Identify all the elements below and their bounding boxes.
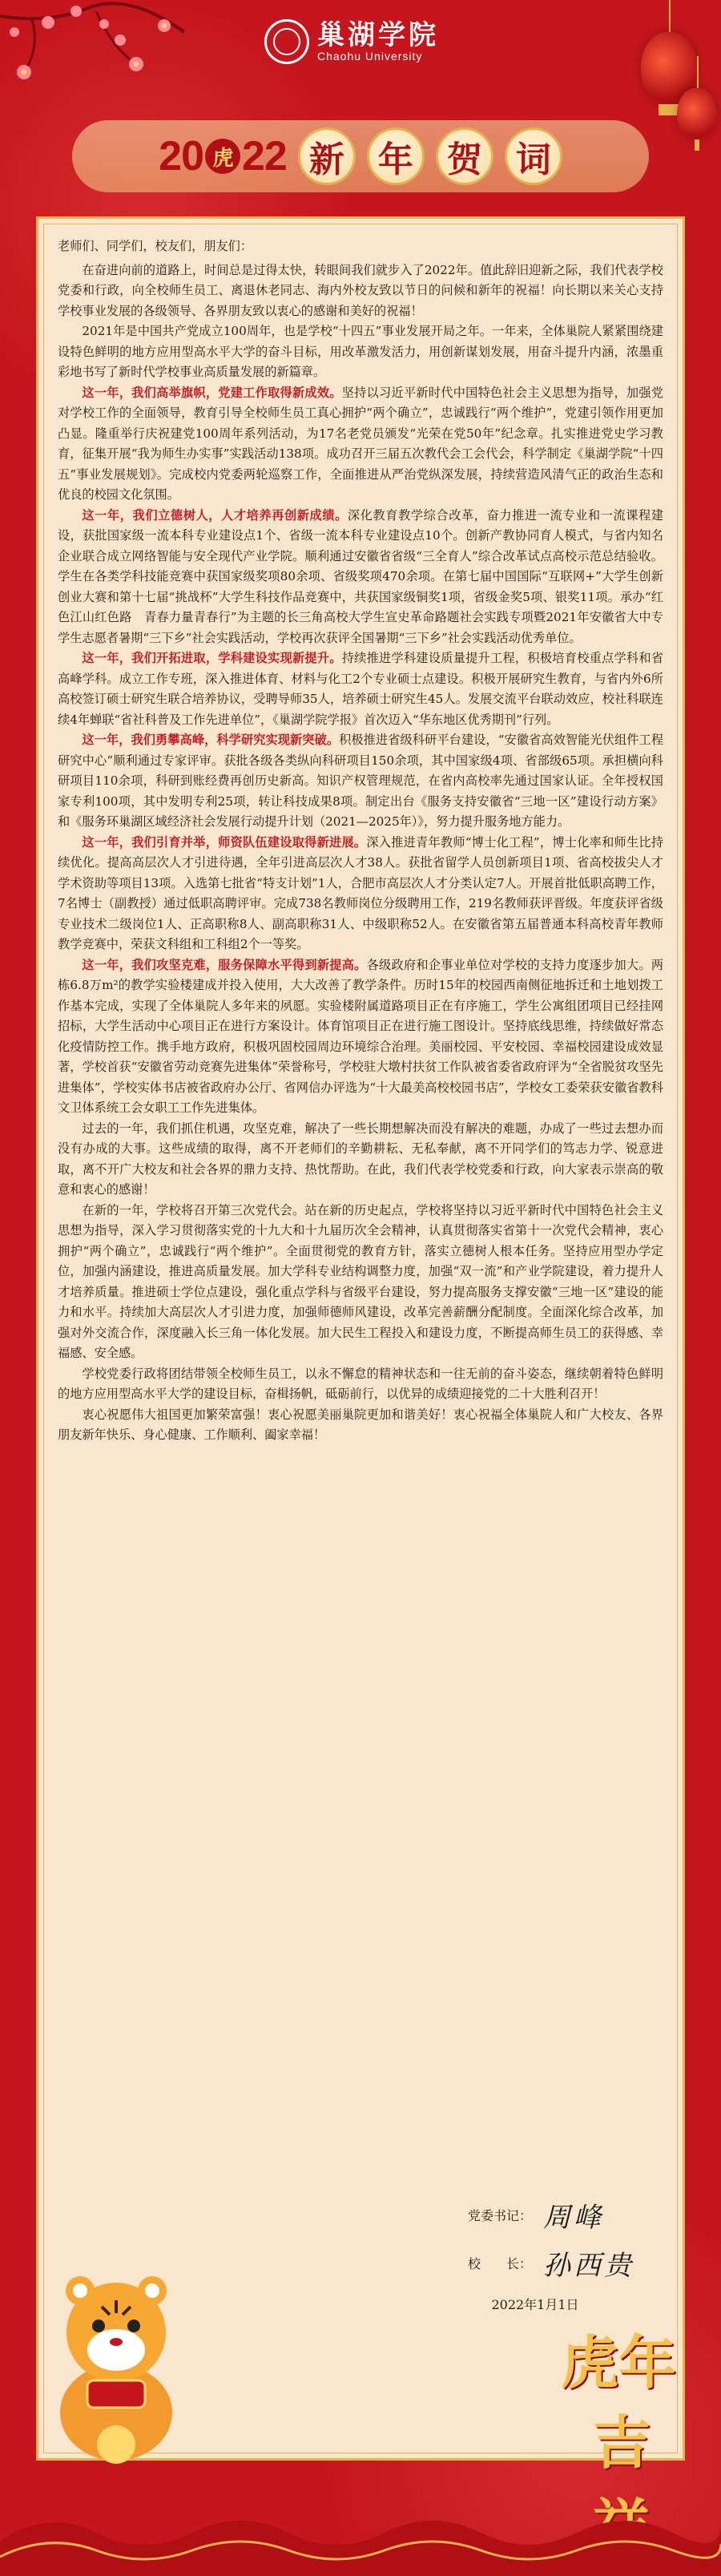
paragraph [58,833,663,955]
letter-date: 2022年1月1日 [491,2297,579,2312]
paragraph [58,1201,663,1364]
paragraph-lead: 这一年，我们攻坚克难，服务保障水平得到新提高。 [82,957,367,972]
title-year-suffix: 22 [242,133,287,180]
title-char: 新 [298,127,356,185]
title-year-prefix: 20 [159,133,203,180]
plum-blossom-branch-icon [0,0,192,120]
paragraph [58,1119,663,1201]
paragraph [58,648,663,730]
paragraph [58,1405,663,1446]
greeting: 老师们、同学们，校友们，朋友们： [58,239,252,253]
paragraph-text: 衷心祝愿伟大祖国更加繁荣富强！衷心祝愿美丽巢院更加和谐美好！衷心祝福全体巢院人和广大校友、各界朋友新年快乐、身心健康、工作顺利、阖家幸福！ [58,1407,663,1442]
paragraph-text: 过去的一年，我们抓住机遇，攻坚克难，解决了一些长期想解决而没有解决的难题，办成了一些过去想办而没有办成的大事。这些成绩的取得，离不开老师们的辛勤耕耘、无私奉献，离不开同学们的笃志力学、锐意进取，离不开广大校友和社会各界的鼎力支持、热忱帮助。在此，我们代表学校党委和行政，向大家表示崇高的敬意和衷心的感谢！ [58,1120,663,1197]
signature-block [436,2190,634,2313]
school-emblem-icon [264,19,309,64]
paragraph [58,383,663,506]
president-label: 校 长： [467,2255,532,2271]
paragraph-text: 在新的一年，学校将召开第三次党代会。站在新的历史起点，学校将坚持以习近平新时代中国特色社会主义思想为指导，深入学习贯彻落实党的十九大和十九届历次全会精神，认真贯彻落实省第十一次党代会精神，衷心拥护“两个确立”，忠诚践行“两个维护”。全面贯彻党的教育方针，落实立德树人根本任务。坚持应用型办学定位，加强内涵建设，推进高质量发展。加大学科专业结构调整力度，加强“双一流”和产业学院建设，着力提升人才培养质量。推进硕士学位点建设，强化重点学科与省级平台建设，努力提高服务支撑安徽“三地一区”建设的能力和水平。持续加大高层次人才引进力度，加强师德师风建设，改革完善薪酬分配制度。全面深化综合改革，加强对外交流合作，深度融入长三角一体化发展。加大民生工程投入和建设力度，不断提高师生员工的获得感、幸福感、安全感。 [58,1202,663,1360]
tiger-mascot-icon [36,2212,196,2469]
title-char: 词 [505,127,562,185]
secretary-signature: 周峰 [543,2201,604,2234]
paragraph-text: 深化教育教学综合改革，奋力推进一流专业和一流课程建设，获批国家级一流本科专业建设点1个、省级一流本科专业建设点10个。创新产教协同育人模式，与省内知名企业联合成立网络智能与安全现代产业学院。顺利通过安徽省省级“三全育人”综合改革试点高校示范总结验收。学生在各类学科技能竞赛中获国家级奖项80余项、省级奖项470余项。在第七届中国国际“互联网+”大学生创新创业大赛和第十七届“挑战杯”大学生科技作品竞赛中，共获国家级铜奖1项，省级金奖5项、银奖11项。承办“红色江山红色路 青春力量青春行”为主题的长三角高校大学生宣史革命路题社会实践专项暨2021年安徽省大中专学生志愿者暑期“三下乡”社会实践活动，学校再次获评全国暑期“三下乡”社会实践活动优秀单位。 [58,507,664,645]
title-year [159,132,287,180]
paragraph [58,730,663,833]
school-logo [264,19,439,64]
paragraph-lead: 这一年，我们开拓进取，学科建设实现新提升。 [82,651,342,665]
letter-body [58,236,663,1446]
paragraph [58,260,663,322]
paragraph-text: 学校党委行政将团结带领全校师生员工，以永不懈怠的精神状态和一往无前的奋斗姿态，继续朝着特色鲜明的地方应用型高水平大学的建设目标，奋楫扬帆，砥砺前行，以优异的成绩迎接党的二十大胜利召开！ [58,1366,663,1401]
paragraph-text: 深入推进青年教师“博士化工程”，博士化率和师生比持续优化。提高高层次人才引进待遇，全年引进高层次人才38人。获批省留学人员创新项目1项、省高校拔尖人才学术资助等项目13项。入选第七批省“特支计划”1人，合肥市高层次人才分类认定7人。开展首批低职高聘工作，7名博士（副教授）通过低职高聘评审。完成738名教师岗位分级聘用工作，219名教师获评晋级。年度获评省级专业技术二级岗位1人、正高职称8人、副高职称31人、中级职称52人。在安徽省第五届普通本科高校青年教师教学竞赛中，荣获文科组和工科组2个一等奖。 [58,834,664,951]
corner-text-tiger-year: 虎年 [561,2328,677,2396]
school-name-cn: 巢湖学院 [317,19,439,51]
header [0,0,721,208]
paragraph [58,1364,663,1405]
paragraph-lead: 这一年，我们勇攀高峰，科学研究实现新突破。 [82,733,340,747]
paragraph-lead: 这一年，我们立德树人，人才培养再创新成绩。 [82,507,348,523]
paragraph [58,321,663,383]
paragraph [58,506,663,649]
paragraph [58,955,663,1119]
paragraph-text: 2021年是中国共产党成立100周年，也是学校“十四五”事业发展开局之年。一年来，全体巢院人紧紧围绕建设特色鲜明的地方应用型高水平大学的奋斗目标，用改革激发活力，用创新谋划发展，用奋斗提升内涵，浓墨重彩地书写了新时代学校事业高质量发展的新篇章。 [58,324,663,379]
paragraph-text: 积极推进省级科研平台建设，“安徽省高效智能光伏组件工程研究中心”顺利通过专家评审。获批各级各类纵向科研项目150余项，其中国家级4项、省部级65项。承担横向科研项目110余项，科研到账经费再创历史新高。知识产权管理规范，在省内高校率先通过国家认证。全年授权国家专利100项，其中发明专利25项，转让科技成果8项。制定出台《服务支持安徽省“三地一区”建设行动方案》和《服务环巢湖区域经济社会发展行动提升计划（2021—2025年）》，努力提升服务地方能力。 [58,733,664,829]
title-char: 贺 [436,127,493,185]
paragraph-text: 各级政府和企事业单位对学校的支持力度逐步加大。两栋6.8万m²的教学实验楼建成并投入使用，大大改善了教学条件。历时15年的校园西南侧征地拆迁和土地划拨工作基本完成，实现了全体巢院人多年来的夙愿。实验楼附属道路项目正在有序施工，学生公寓组团项目已经挂网招标，大学生活动中心项目正在进行方案设计。体育馆项目正在进行施工图设计。坚持底线思维，持续做好常态化疫情防控工作。携手地方政府，积极巩固校园周边环境综合治理。美丽校园、平安校园、幸福校园建设成效显著，学校首获“安徽省劳动竞赛先进集体”荣誉称号，学校驻大墩村扶贫工作队被省委省政府评为“全省脱贫攻坚先进集体”，学校实体书店被省政府办公厅、省网信办评选为“十大最美高校校园书店”，学校女工委荣获安徽省教科文卫体系统工会女职工工作先进集体。 [58,957,664,1115]
president-signature: 孙西贵 [543,2249,634,2282]
school-name-en: Chaohu University [317,50,423,63]
page-title [72,120,649,192]
secretary-label: 党委书记： [467,2207,532,2223]
auspicious-clouds-icon [0,2493,721,2576]
paragraph-text: 在奋进向前的道路上，时间总是过得太快，转眼间我们就步入了2022年。值此辞旧迎新之际，我们代表学校党委和行政，向全校师生员工、离退休老同志、海内外校友致以节日的问候和新年的祝福！向长期以来关心支持学校事业发展的各级领导、各界朋友致以衷心的感谢和美好的祝福！ [58,262,663,318]
paragraph-lead: 这一年，我们高举旗帜，党建工作取得新成效。 [82,385,342,400]
corner-text-auspicious: 吉 [593,2408,651,2477]
tiger-seal-icon: 虎 [205,139,240,174]
paragraph-text: 持续推进学科建设质量提升工程，积极培育校重点学科和省高峰学科。成立工作专班，深入推进体育、材料与化工2个专业硕士点建设。积极开展研究生教育，与省内外6所高校签订硕士研究生联合培养协议，受聘导师35人，培养硕士研究生45人。发展交流平台联动效应，校社科联连续4年蝉联“省社科普及工作先进单位”，《巢湖学院学报》首次迈入“华东地区优秀期刊”行列。 [58,651,664,727]
lantern-icon [677,88,717,139]
title-char: 年 [367,127,425,185]
paragraph-lead: 这一年，我们引育并举，师资队伍建设取得新进展。 [82,834,367,850]
paragraph-text: 坚持以习近平新时代中国特色社会主义思想为指导，加强党对学校工作的全面领导，教育引导全校师生员工真心拥护“两个确立”，忠诚践行“两个维护”，党建引领作用更加凸显。隆重举行庆祝建党100周年系列活动，为17名老党员颁发“光荣在党50年”纪念章。扎实推进党史学习教育，征集开展“我为师生办实事”实践活动138项。成功召开三届五次教代会工会代会，科学制定《巢湖学院“十四五”事业发展规划》。完成校内党委两轮巡察工作，全面推进从严治党纵深发展，持续营造风清气正的政治生态和优良的校园文化氛围。 [58,385,664,502]
tiger-year-greeting [545,2308,705,2493]
letter-frame [36,216,685,2461]
